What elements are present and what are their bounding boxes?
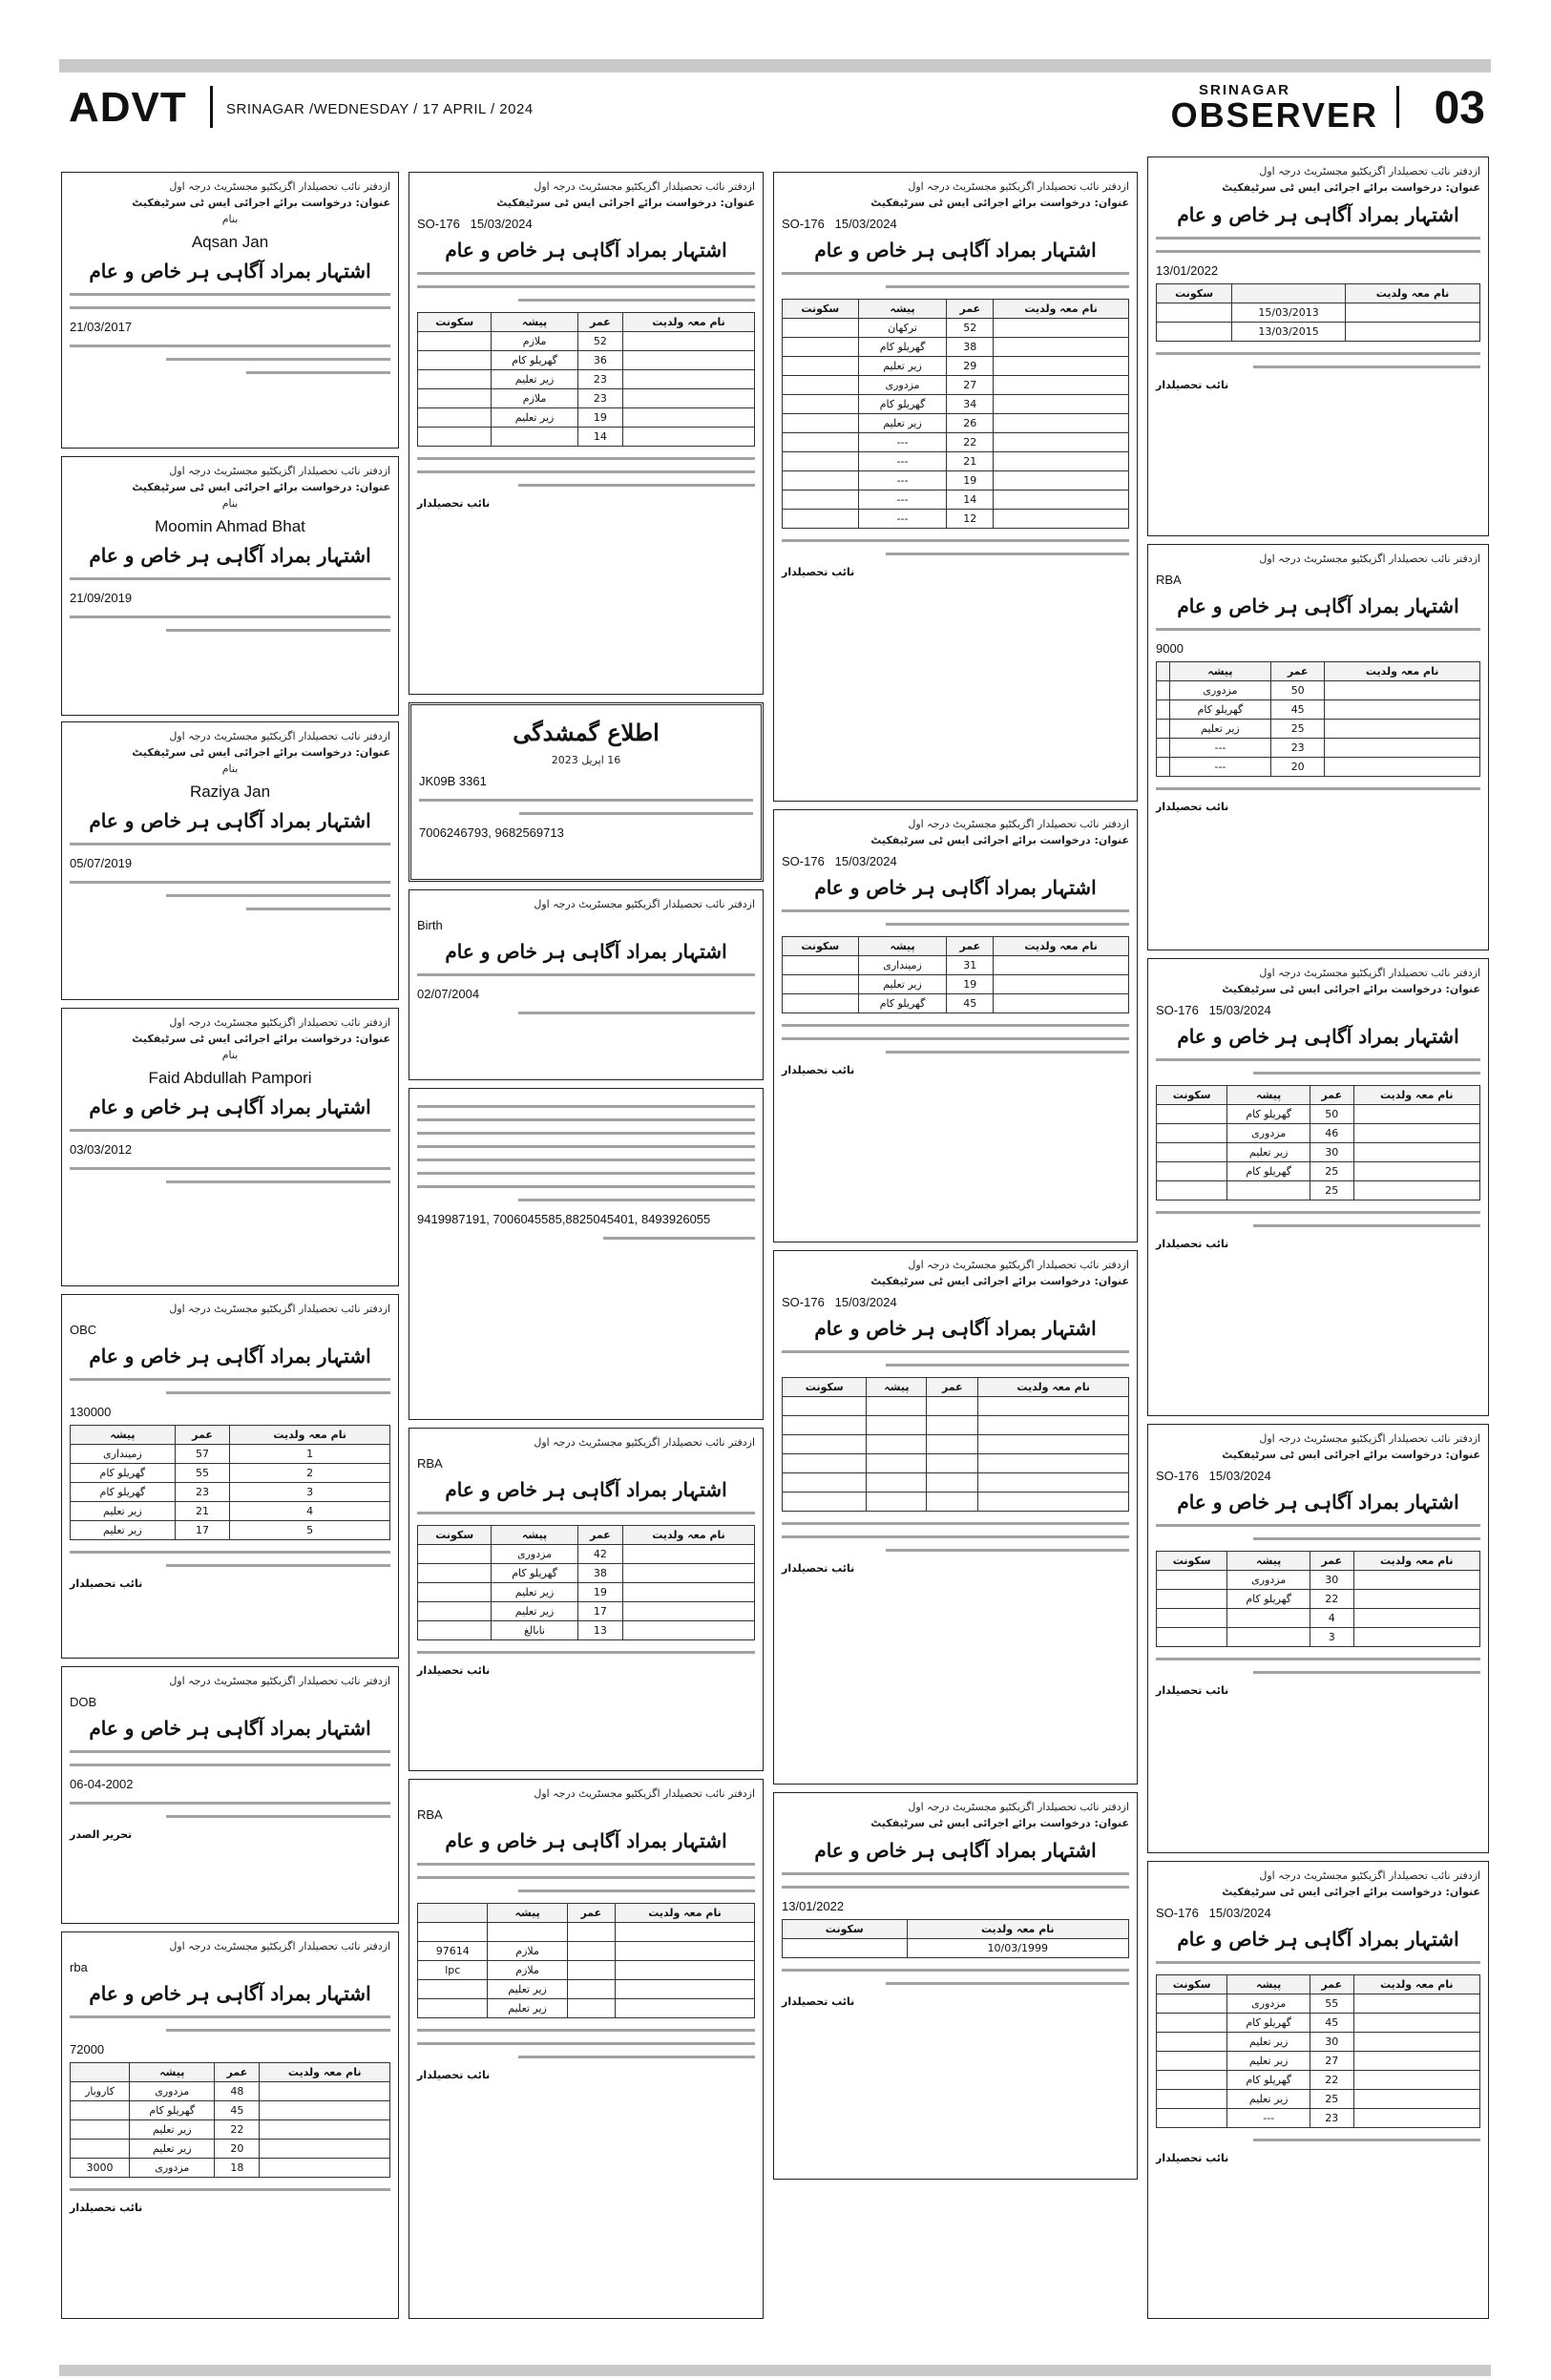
income-amount: 130000	[70, 1405, 112, 1419]
table-row: 1 57 زمینداری	[71, 1445, 390, 1464]
record-table: نام معہ ولدیت سکونت 10/03/1999	[782, 1919, 1129, 1958]
certificate-type: OBC	[70, 1323, 97, 1337]
notice-moomin-ahmad-bhat: ازدفتر نائب تحصیلدار اگزیکٹیو مجسٹریٹ درجہ اول عنوان: درخواست برائے اجرائی ایس ٹی سرٹیفکیٹ بنام Moomin Ahmad Bhat اشتہار بمراد آگاہی ہر خاص و عام 21/09/2019	[61, 456, 399, 716]
table-row: 19 ---	[783, 471, 1129, 491]
table-row: 13/03/2015	[1157, 323, 1480, 342]
notice-birth: ازدفتر نائب تحصیلدار اگزیکٹیو مجسٹریٹ درجہ اول Birth اشتہار بمراد آگاہی ہر خاص و عام 02/07/2004	[409, 889, 764, 1080]
table-row	[783, 1397, 1129, 1416]
lost-title: اطلاع گمشدگی	[513, 719, 660, 746]
notice-col2-rba-2: ازدفتر نائب تحصیلدار اگزیکٹیو مجسٹریٹ درجہ اول RBA اشتہار بمراد آگاہی ہر خاص و عام نام معہ ولدیت عمر پیشہ ملازم 97614 ملازم lpc زیر تعلیم زیر تعلیم نائب تحصیلدار	[409, 1779, 764, 2319]
table-row: 2 55 گھریلو کام	[71, 1464, 390, 1483]
table-row: 25 زیر تعلیم	[1157, 2090, 1480, 2109]
order-number: SO-176	[782, 854, 825, 868]
table-row	[783, 1493, 1129, 1512]
table-row: 38 گھریلو کام	[783, 338, 1129, 357]
vehicle-number: JK09B 3361	[419, 774, 487, 788]
table-row: زیر تعلیم	[418, 1980, 755, 1999]
table-row: 23 ---	[1157, 2109, 1480, 2128]
order-number: SO-176	[1156, 1469, 1199, 1483]
section-label: ADVT	[69, 84, 187, 131]
table-row: 21 ---	[783, 452, 1129, 471]
table-row: 22 گھریلو کام	[1157, 2071, 1480, 2090]
table-row: 46 مزدوری	[1157, 1124, 1480, 1143]
table-row: 23 زیر تعلیم	[418, 370, 755, 389]
bottom-rule	[59, 2365, 1491, 2376]
table-row: 55 مزدوری	[1157, 1994, 1480, 2014]
table-row: 23 ---	[1157, 739, 1480, 758]
brand-logo: OBSERVER	[1170, 95, 1378, 135]
table-row: 36 گھریلو کام	[418, 351, 755, 370]
income-amount: 9000	[1156, 641, 1184, 656]
table-row: 19 زیر تعلیم	[418, 408, 755, 428]
order-date: 15/03/2024	[1208, 1469, 1271, 1483]
notice-public	[409, 1088, 764, 1420]
table-row	[783, 1473, 1129, 1493]
table-row: 50 مزدوری	[1157, 681, 1480, 700]
table-row: 30 زیر تعلیم	[1157, 1143, 1480, 1162]
notice-col3-1: ازدفتر نائب تحصیلدار اگزیکٹیو مجسٹریٹ درجہ اول عنوان: درخواست برائے اجرائی ایس ٹی سرٹیفکیٹ SO-176 15/03/2024 اشتہار بمراد آگاہی ہر خاص و عام نام معہ ولدیت عمر پیشہ سکونت 52 ترکھان 38 گھریلو کام 29 زیر تعلیم 27 مزدوری 34 گھریلو کام 26 زیر تعلیم 22 --- 21 --- 19 --- 14 --- 12 --- نائب تحصیلدار	[773, 172, 1138, 802]
table-row: 34 گھریلو کام	[783, 395, 1129, 414]
table-row	[418, 1923, 755, 1942]
table-row: 22 زیر تعلیم	[71, 2120, 390, 2140]
table-row: 23 ملازم	[418, 389, 755, 408]
birth-date: 02/07/2004	[417, 987, 480, 1001]
order-number: SO-176	[782, 1295, 825, 1309]
table-row: 30 زیر تعلیم	[1157, 2033, 1480, 2052]
table-row: 4	[1157, 1609, 1480, 1628]
table-row: 27 مزدوری	[783, 376, 1129, 395]
table-row: 45 گھریلو کام	[783, 994, 1129, 1013]
top-rule	[59, 59, 1491, 73]
table-row: 5 17 زیر تعلیم	[71, 1521, 390, 1540]
family-table: نام معہ ولدیت عمر پیشہ سکونت	[782, 1377, 1129, 1512]
table-row: 10/03/1999	[783, 1939, 1129, 1958]
birth-date: 21/03/2017	[70, 320, 133, 334]
birth-date: 21/09/2019	[70, 591, 133, 605]
notice-obc: ازدفتر نائب تحصیلدار اگزیکٹیو مجسٹریٹ درجہ اول OBC اشتہار بمراد آگاہی ہر خاص و عام 130000 نام معہ ولدیت عمر پیشہ 1 57 زمینداری 2 55 گھریلو کام 3 23 گھریلو کام 4 21 زیر تعلیم 5 17 زیر تعلیم نائب تحصیلدار	[61, 1294, 399, 1659]
applicant-name: Raziya Jan	[189, 783, 271, 801]
brand-city: SRINAGAR	[1198, 82, 1290, 98]
income-amount: 72000	[70, 2042, 105, 2056]
order-number: SO-176	[1156, 1906, 1199, 1920]
order-date: 15/03/2024	[834, 1295, 897, 1309]
family-table: نام معہ ولدیت عمر پیشہ 1 57 زمینداری 2 55 گھریلو کام 3 23 گھریلو کام 4 21 زیر تعلیم 5 17 زیر تعلیم	[70, 1425, 390, 1540]
table-row: 20 ---	[1157, 758, 1480, 777]
contact-phone: 9419987191, 7006045585,8825045401, 8493926055	[417, 1212, 711, 1226]
birth-date: 06-04-2002	[70, 1777, 134, 1791]
table-row: 25 زیر تعلیم	[1157, 720, 1480, 739]
table-row: 30 مزدوری	[1157, 1571, 1480, 1590]
notice-faid-abdullah: ازدفتر نائب تحصیلدار اگزیکٹیو مجسٹریٹ درجہ اول عنوان: درخواست برائے اجرائی ایس ٹی سرٹیفکیٹ بنام Faid Abdullah Pampori اشتہار بمراد آگاہی ہر خاص و عام 03/03/2012	[61, 1008, 399, 1286]
issue-date: 13/01/2022	[1156, 263, 1219, 278]
dateline: SRINAGAR /WEDNESDAY / 17 APRIL / 2024	[226, 101, 534, 117]
table-row: 3	[1157, 1628, 1480, 1647]
order-date: 15/03/2024	[834, 217, 897, 231]
order-number: SO-176	[1156, 1003, 1199, 1017]
notice-raziya-jan: ازدفتر نائب تحصیلدار اگزیکٹیو مجسٹریٹ درجہ اول عنوان: درخواست برائے اجرائی ایس ٹی سرٹیفکیٹ بنام Raziya Jan اشتہار بمراد آگاہی ہر خاص و عام 05/07/2019	[61, 721, 399, 1000]
table-row: ملازم lpc	[418, 1961, 755, 1980]
table-row: ملازم 97614	[418, 1942, 755, 1961]
notice-col4-4: ازدفتر نائب تحصیلدار اگزیکٹیو مجسٹریٹ درجہ اول عنوان: درخواست برائے اجرائی ایس ٹی سرٹیفکیٹ SO-176 15/03/2024 اشتہار بمراد آگاہی ہر خاص و عام نام معہ ولدیت عمر پیشہ سکونت 30 مزدوری 22 گھریلو کام 4 3 نائب تحصیلدار	[1147, 1424, 1489, 1853]
header-divider	[210, 86, 213, 128]
certificate-type: RBA	[1156, 573, 1182, 587]
family-table: نام معہ ولدیت عمر پیشہ سکونت 30 مزدوری 22 گھریلو کام 4 3	[1156, 1551, 1480, 1647]
family-table: نام معہ ولدیت عمر پیشہ سکونت 50 گھریلو کام 46 مزدوری 30 زیر تعلیم 25 گھریلو کام 25	[1156, 1085, 1480, 1200]
birth-date: 05/07/2019	[70, 856, 133, 870]
page-number: 03	[1434, 83, 1485, 134]
table-row: 52 ملازم	[418, 332, 755, 351]
notice-col4-5: ازدفتر نائب تحصیلدار اگزیکٹیو مجسٹریٹ درجہ اول عنوان: درخواست برائے اجرائی ایس ٹی سرٹیفکیٹ SO-176 15/03/2024 اشتہار بمراد آگاہی ہر خاص و عام نام معہ ولدیت عمر پیشہ سکونت 55 مزدوری 45 گھریلو کام 30 زیر تعلیم 27 زیر تعلیم 22 گھریلو کام 25 زیر تعلیم 23 --- نائب تحصیلدار	[1147, 1861, 1489, 2319]
page-header	[59, 78, 1491, 136]
notice-col4-rba: ازدفتر نائب تحصیلدار اگزیکٹیو مجسٹریٹ درجہ اول RBA اشتہار بمراد آگاہی ہر خاص و عام 9000 نام معہ ولدیت عمر پیشہ 50 مزدوری 45 گھریلو کام 25 زیر تعلیم 23 --- 20 --- نائب تحصیلدار	[1147, 544, 1489, 950]
table-row: 14 ---	[783, 491, 1129, 510]
table-row: 15/03/2013	[1157, 303, 1480, 323]
family-table: نام معہ ولدیت عمر پیشہ سکونت 52 ملازم 36 گھریلو کام 23 زیر تعلیم 23 ملازم 19 زیر تعلیم 14	[417, 312, 755, 447]
table-row: 45 گھریلو کام	[1157, 2014, 1480, 2033]
family-table: نام معہ ولدیت عمر پیشہ 48 مزدوری کاروبار 45 گھریلو کام 22 زیر تعلیم 20 زیر تعلیم 18 مزدوری 3000	[70, 2062, 390, 2178]
applicant-name: Moomin Ahmad Bhat	[155, 517, 305, 535]
applicant-name: Faid Abdullah Pampori	[148, 1069, 312, 1087]
notice-col4-1: ازدفتر نائب تحصیلدار اگزیکٹیو مجسٹریٹ درجہ اول عنوان: درخواست برائے اجرائی ایس ٹی سرٹیفکیٹ اشتہار بمراد آگاہی ہر خاص و عام 13/01/2022 نام معہ ولدیت سکونت 15/03/2013 13/03/2015 نائب تحصیلدار	[1147, 157, 1489, 536]
table-row: 27 زیر تعلیم	[1157, 2052, 1480, 2071]
issue-date: 13/01/2022	[782, 1899, 845, 1913]
table-row	[783, 1435, 1129, 1454]
contact-phone: 7006246793, 9682569713	[419, 825, 564, 840]
table-row: 14	[418, 428, 755, 447]
table-row: 18 مزدوری 3000	[71, 2159, 390, 2178]
family-table: نام معہ ولدیت عمر پیشہ سکونت 42 مزدوری 38 گھریلو کام 19 زیر تعلیم 17 زیر تعلیم 13 نابالغ	[417, 1525, 755, 1640]
table-row	[783, 1416, 1129, 1435]
notice-col3-4: ازدفتر نائب تحصیلدار اگزیکٹیو مجسٹریٹ درجہ اول عنوان: درخواست برائے اجرائی ایس ٹی سرٹیفکیٹ اشتہار بمراد آگاہی ہر خاص و عام 13/01/2022 نام معہ ولدیت سکونت 10/03/1999 نائب تحصیلدار	[773, 1792, 1138, 2180]
table-row: 29 زیر تعلیم	[783, 357, 1129, 376]
notice-col3-2: ازدفتر نائب تحصیلدار اگزیکٹیو مجسٹریٹ درجہ اول عنوان: درخواست برائے اجرائی ایس ٹی سرٹیفکیٹ SO-176 15/03/2024 اشتہار بمراد آگاہی ہر خاص و عام نام معہ ولدیت عمر پیشہ سکونت 31 زمینداری 19 زیر تعلیم 45 گھریلو کام نائب تحصیلدار	[773, 809, 1138, 1242]
notice-aqsan-jan: ازدفتر نائب تحصیلدار اگزیکٹیو مجسٹریٹ درجہ اول عنوان: درخواست برائے اجرائی ایس ٹی سرٹیفکیٹ بنام Aqsan Jan اشتہار بمراد آگاہی ہر خاص و عام 21/03/2017	[61, 172, 399, 449]
table-row: 12 ---	[783, 510, 1129, 529]
table-row: 50 گھریلو کام	[1157, 1105, 1480, 1124]
notice-rba: ازدفتر نائب تحصیلدار اگزیکٹیو مجسٹریٹ درجہ اول rba اشتہار بمراد آگاہی ہر خاص و عام 72000 نام معہ ولدیت عمر پیشہ 48 مزدوری کاروبار 45 گھریلو کام 22 زیر تعلیم 20 زیر تعلیم 18 مزدوری 3000 نائب تحصیلدار	[61, 1931, 399, 2319]
certificate-type: Birth	[417, 918, 443, 932]
table-row: 19 زیر تعلیم	[418, 1583, 755, 1602]
family-table: نام معہ ولدیت عمر پیشہ سکونت 31 زمینداری 19 زیر تعلیم 45 گھریلو کام	[782, 936, 1129, 1013]
table-row: 48 مزدوری کاروبار	[71, 2082, 390, 2101]
certificate-type: RBA	[417, 1807, 443, 1822]
notice-col2-rba: ازدفتر نائب تحصیلدار اگزیکٹیو مجسٹریٹ درجہ اول RBA اشتہار بمراد آگاہی ہر خاص و عام نام معہ ولدیت عمر پیشہ سکونت 42 مزدوری 38 گھریلو کام 19 زیر تعلیم 17 زیر تعلیم 13 نابالغ نائب تحصیلدار	[409, 1428, 764, 1771]
header-divider	[1396, 86, 1399, 128]
table-row: 4 21 زیر تعلیم	[71, 1502, 390, 1521]
table-row: 13 نابالغ	[418, 1621, 755, 1640]
table-row: 38 گھریلو کام	[418, 1564, 755, 1583]
table-row: 45 گھریلو کام	[1157, 700, 1480, 720]
family-table: نام معہ ولدیت عمر پیشہ ملازم 97614 ملازم lpc زیر تعلیم زیر تعلیم	[417, 1903, 755, 2018]
table-row: 26 زیر تعلیم	[783, 414, 1129, 433]
order-date: 15/03/2024	[1208, 1003, 1271, 1017]
certificate-type: rba	[70, 1960, 88, 1974]
table-row: 42 مزدوری	[418, 1545, 755, 1564]
certificate-type: RBA	[417, 1456, 443, 1471]
table-row: 31 زمینداری	[783, 956, 1129, 975]
table-row: 45 گھریلو کام	[71, 2101, 390, 2120]
table-row: 25 گھریلو کام	[1157, 1162, 1480, 1181]
table-row: زیر تعلیم	[418, 1999, 755, 2018]
order-number: SO-176	[782, 217, 825, 231]
record-table: نام معہ ولدیت سکونت 15/03/2013 13/03/2015	[1156, 283, 1480, 342]
notice-dob: ازدفتر نائب تحصیلدار اگزیکٹیو مجسٹریٹ درجہ اول DOB اشتہار بمراد آگاہی ہر خاص و عام 06-04-2002 تحریر الصدر	[61, 1666, 399, 1924]
notice-col2-1: ازدفتر نائب تحصیلدار اگزیکٹیو مجسٹریٹ درجہ اول عنوان: درخواست برائے اجرائی ایس ٹی سرٹیفکیٹ SO-176 15/03/2024 اشتہار بمراد آگاہی ہر خاص و عام نام معہ ولدیت عمر پیشہ سکونت 52 ملازم 36 گھریلو کام 23 زیر تعلیم 23 ملازم 19 زیر تعلیم 14 نائب تحصیلدار	[409, 172, 764, 695]
table-row: 19 زیر تعلیم	[783, 975, 1129, 994]
lost-date: 16 اپریل 2023	[551, 754, 621, 766]
family-table: نام معہ ولدیت عمر پیشہ 50 مزدوری 45 گھریلو کام 25 زیر تعلیم 23 --- 20 ---	[1156, 661, 1480, 777]
order-number: SO-176	[417, 217, 460, 231]
order-date: 15/03/2024	[1208, 1906, 1271, 1920]
order-date: 15/03/2024	[834, 854, 897, 868]
order-date: 15/03/2024	[470, 217, 533, 231]
applicant-name: Aqsan Jan	[191, 233, 269, 251]
birth-date: 03/03/2012	[70, 1142, 133, 1157]
table-row: 20 زیر تعلیم	[71, 2140, 390, 2159]
table-row: 17 زیر تعلیم	[418, 1602, 755, 1621]
notice-col4-3: ازدفتر نائب تحصیلدار اگزیکٹیو مجسٹریٹ درجہ اول عنوان: درخواست برائے اجرائی ایس ٹی سرٹیفکیٹ SO-176 15/03/2024 اشتہار بمراد آگاہی ہر خاص و عام نام معہ ولدیت عمر پیشہ سکونت 50 گھریلو کام 46 مزدوری 30 زیر تعلیم 25 گھریلو کام 25 نائب تحصیلدار	[1147, 958, 1489, 1416]
table-row: 3 23 گھریلو کام	[71, 1483, 390, 1502]
table-row: 22 ---	[783, 433, 1129, 452]
lost-notice	[409, 702, 764, 882]
table-row: 25	[1157, 1181, 1480, 1200]
table-row: 22 گھریلو کام	[1157, 1590, 1480, 1609]
notice-col3-3: ازدفتر نائب تحصیلدار اگزیکٹیو مجسٹریٹ درجہ اول عنوان: درخواست برائے اجرائی ایس ٹی سرٹیفکیٹ SO-176 15/03/2024 اشتہار بمراد آگاہی ہر خاص و عام نام معہ ولدیت عمر پیشہ سکونت نائب تحصیلدار	[773, 1250, 1138, 1785]
family-table: نام معہ ولدیت عمر پیشہ سکونت 52 ترکھان 38 گھریلو کام 29 زیر تعلیم 27 مزدوری 34 گھریلو کام 26 زیر تعلیم 22 --- 21 --- 19 --- 14 --- 12 ---	[782, 299, 1129, 529]
certificate-type: DOB	[70, 1695, 97, 1709]
table-row: 52 ترکھان	[783, 319, 1129, 338]
family-table: نام معہ ولدیت عمر پیشہ سکونت 55 مزدوری 45 گھریلو کام 30 زیر تعلیم 27 زیر تعلیم 22 گھریلو کام 25 زیر تعلیم 23 ---	[1156, 1974, 1480, 2128]
table-row	[783, 1454, 1129, 1473]
